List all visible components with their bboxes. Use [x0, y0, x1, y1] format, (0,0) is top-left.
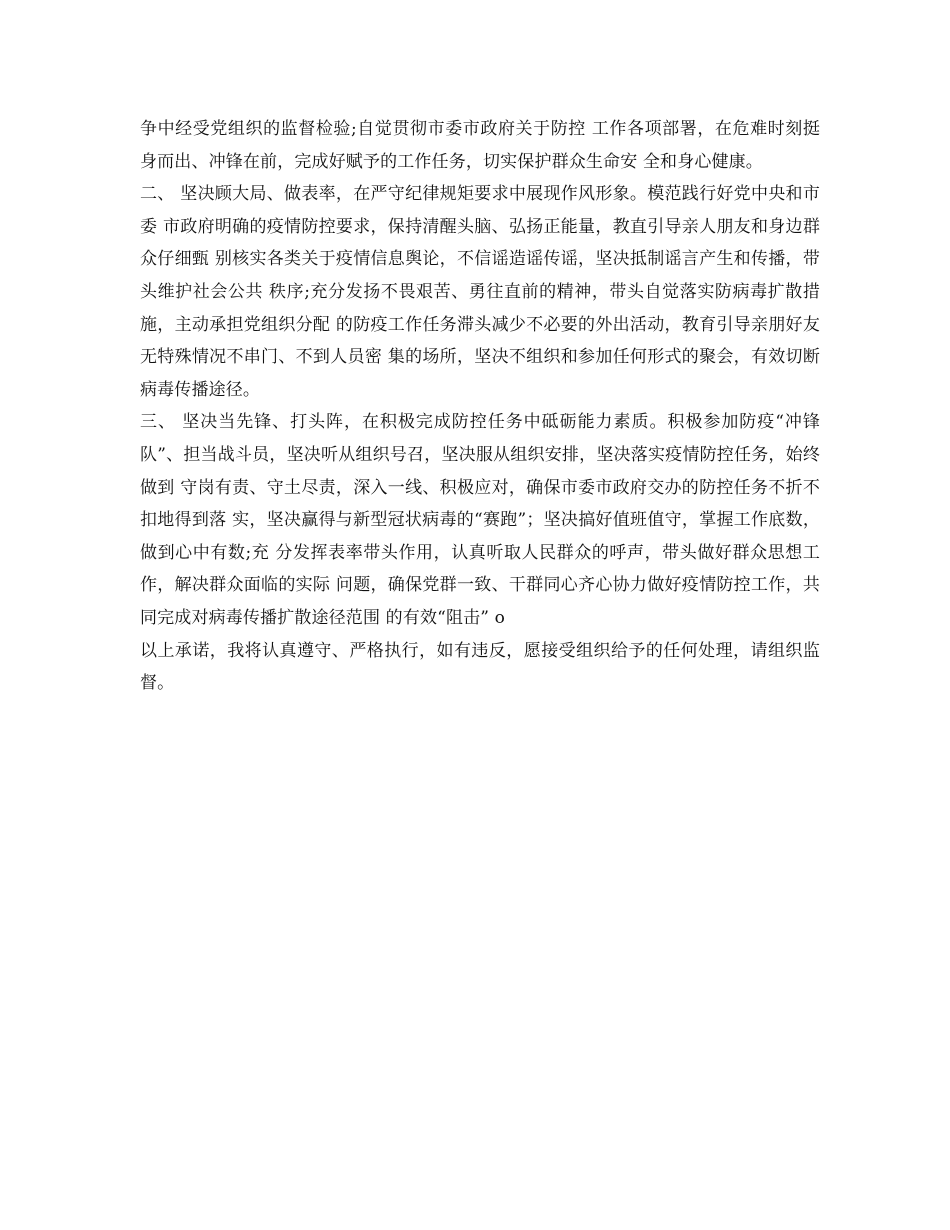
paragraph-4: 以上承诺，我将认真遵守、严格执行，如有违反，愿接受组织给予的任何处理，请组织监 督。	[140, 640, 820, 694]
paragraph-3: 三、 坚决当先锋、打头阵，在积极完成防控任务中砥砺能力素质。积极参加防疫“冲锋 队”、担当战斗员，坚决听从组织号召，坚决服从组织安排，坚决落实疫情防控任务，始终做到 守岗有责、守土尽责，深入一线、积极应对，确保市委市政府交办的防控任务不折不扣地得到落 实，坚决赢得与新型冠状病毒的“赛跑”；坚决搞好值班值守，掌握工作底数，做到心中有数;充 分发挥表率带头作用，认真听取人民群众的呼声，带头做好群众思想工作，解决群众面临的实际 问题，确保党群一致、干群同心齐心协力做好疫情防控工作，共同完成对病毒传播扩散途径范围 的有效“阻击” o	[140, 412, 820, 628]
document-body	[140, 113, 820, 700]
paragraph-1: 争中经受党组织的监督检验;自觉贯彻市委市政府关于防控 工作各项部署，在危难时刻挺身而出、冲锋在前，完成好赋予的工作任务，切实保护群众生命安 全和身心健康。	[140, 119, 820, 172]
paragraph-2: 二、 坚决顾大局、做表率，在严守纪律规矩要求中展现作风形象。模范践行好党中央和市委 市政府明确的疫情防控要求，保持清醒头脑、弘扬正能量，教直引导亲人朋友和身边群众仔细甄 别核实各类关于疫情信息舆论，不信谣造谣传谣，坚决抵制谣言产生和传播，带头维护社会公共 秩序;充分发扬不畏艰苦、勇往直前的精神，带头自觉落实防病毒扩散措施，主动承担党组织分配 的防疫工作任务滞头减少不必要的外出活动，教育引导亲朋好友无特殊情况不串门、不到人员密 集的场所，坚决不组织和参加任何形式的聚会，有效切断病毒传播途径。	[140, 184, 820, 400]
